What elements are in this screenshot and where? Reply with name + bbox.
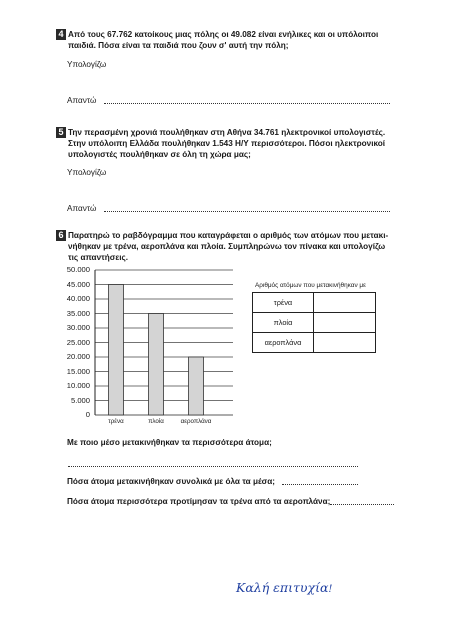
table-answer-cell[interactable]: [314, 313, 376, 333]
q4-text-line1: Από τους 67.762 κατοίκους μιας πόλης οι 49.082 είναι ενήλικες και οι υπόλοιποι: [68, 30, 379, 39]
y-tick-label: 10.000: [66, 381, 90, 390]
table-title: Αριθμός ατόμων που μετακινήθηκαν με: [255, 282, 366, 289]
table-answer-cell[interactable]: [314, 293, 376, 313]
table-row-label: τρένα: [253, 293, 314, 313]
answer-table: [252, 292, 376, 353]
q4-answer-label: Απαντώ: [67, 96, 97, 105]
x-tick-label: τρένα: [108, 418, 124, 425]
q6-text-line1: Παρατηρώ το ραβδόγραμμα που καταγράφεται ο αριθμός των ατόμων που μετακι-: [68, 231, 389, 240]
y-tick-label: 0: [85, 410, 90, 419]
q6-sub1-answer-line[interactable]: [68, 466, 358, 467]
y-tick-label: 5.000: [70, 395, 90, 405]
table-row: [253, 313, 376, 333]
q5-text-line3: υπολογιστές πουλήθηκαν σε όλη τη χώρα μας;: [68, 150, 251, 159]
x-tick-label: πλοία: [148, 418, 164, 425]
q5-answer-label: Απαντώ: [67, 204, 97, 213]
table-row: [253, 333, 376, 353]
bar-2: [189, 357, 204, 415]
footer-mark: !: [328, 584, 333, 595]
table-row: [253, 293, 376, 313]
q6-sub1: Με ποιο μέσο μετακινήθηκαν τα περισσότερα άτομα;: [67, 438, 272, 447]
q4-number-badge: 4: [56, 29, 66, 40]
q6-sub2-answer-line[interactable]: [282, 484, 358, 485]
q5-text-line2: Στην υπόλοιπη Ελλάδα πουλήθηκαν 1.543 Η/Υ περισσότεροι. Πόσοι ηλεκτρονικοί: [68, 139, 386, 148]
table-answer-cell[interactable]: [314, 333, 376, 353]
y-tick-label: 15.000: [66, 366, 90, 376]
y-tick-label: 35.000: [66, 308, 90, 318]
footer-text: Καλή επιτυχία: [236, 580, 329, 595]
y-tick-label: 50.000: [66, 265, 90, 274]
y-tick-label: 40.000: [66, 294, 90, 303]
q4-text-line2: παιδιά. Πόσα είναι τα παιδιά που ζουν σ' αυτή την πόλη;: [68, 41, 289, 50]
q6-number-badge: 6: [56, 230, 66, 241]
q5-answer-line[interactable]: [104, 211, 390, 212]
q4-answer-line[interactable]: [104, 103, 390, 104]
q5-text-line1: Την περασμένη χρονιά πουλήθηκαν στη Αθήνα 34.761 ηλεκτρονικοί υπολογιστές.: [68, 128, 386, 137]
y-tick-label: 30.000: [66, 323, 90, 332]
q6-sub3-answer-line[interactable]: [330, 504, 394, 505]
q6-sub2: Πόσα άτομα μετακινήθηκαν συνολικά με όλα τα μέσα;: [67, 477, 276, 486]
q5-calc-label: Υπολογίζω: [67, 168, 107, 177]
q5-number-badge: 5: [56, 127, 66, 138]
q6-text-line3: τις απαντήσεις.: [68, 253, 129, 262]
y-tick-label: 45.000: [66, 279, 90, 289]
q4-calc-label: Υπολογίζω: [67, 60, 107, 69]
bar-1: [149, 314, 164, 416]
bar-0: [109, 285, 124, 416]
footer-message: [236, 580, 332, 595]
table-row-label: αεροπλάνα: [253, 333, 314, 353]
y-tick-label: 25.000: [66, 337, 90, 347]
q6-sub3: Πόσα άτομα περισσότερα προτίμησαν τα τρένα από τα αεροπλάνα;: [67, 497, 331, 506]
table-row-label: πλοία: [253, 313, 314, 333]
y-tick-label: 20.000: [66, 352, 90, 361]
q6-text-line2: νήθηκαν με τρένα, αεροπλάνα και πλοία. Συμπληρώνω τον πίνακα και υπολογίζω: [68, 242, 386, 251]
x-tick-label: αεροπλάνα: [180, 418, 212, 425]
